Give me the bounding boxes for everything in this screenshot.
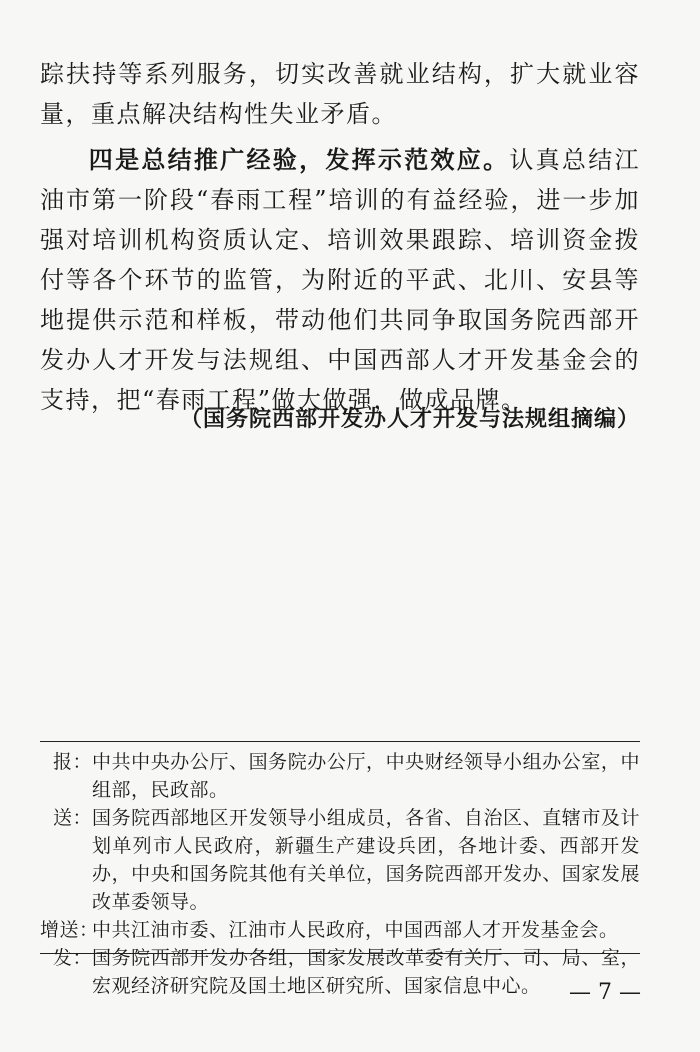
- body-paragraph-2: [40, 140, 640, 420]
- distribution-text: 国务院西部开发办各组，国家发展改革委有关厅、司、局、室，宏观经济研究院及国土地区研究所、国家信息中心。: [92, 947, 640, 997]
- distribution-text: 国务院西部地区开发领导小组成员，各省、自治区、直辖市及计划单列市人民政府，新疆生产建设兵团，各地计委、西部开发办，中央和国务院其他有关单位，国务院西部开发办、国家发展改革委领导。: [92, 807, 640, 913]
- distribution-text: 中共中央办公厅、国务院办公厅，中央财经领导小组办公室，中组部，民政部。: [92, 751, 640, 801]
- distribution-label: 送：: [52, 807, 92, 829]
- distribution-label: 发：: [52, 947, 92, 969]
- distribution-row-send: [40, 804, 640, 916]
- section-heading: 四是总结推广经验，发挥示范效应。: [88, 145, 510, 174]
- source-attribution: （国务院西部开发办人才开发与法规组摘编）: [180, 406, 641, 432]
- distribution-bottom-rule: [40, 953, 640, 954]
- paragraph-text: 认真总结江油市第一阶段“春雨工程”培训的有益经验，进一步加强对培训机构资质认定、培训效果跟踪、培训资金拨付等各个环节的监管，为附近的平武、北川、安县等地提供示范和样板，带动他们共同争取国务院西部开发办人才开发与法规组、中国西部人才开发基金会的支持，把“春雨工程”做大做强，做成品牌。: [40, 146, 641, 414]
- distribution-row-extra-send: [40, 916, 640, 944]
- distribution-row-report: [40, 748, 640, 804]
- distribution-list: [40, 748, 640, 1000]
- distribution-label: 增送：: [40, 919, 99, 941]
- distribution-top-rule: [40, 741, 640, 742]
- body-paragraph-1: 踪扶持等系列服务，切实改善就业结构，扩大就业容量，重点解决结构性失业矛盾。: [40, 60, 640, 128]
- distribution-text: 中共江油市委、江油市人民政府，中国西部人才开发基金会。: [92, 919, 619, 941]
- page-number: — 7 —: [569, 980, 641, 1005]
- distribution-label: 报：: [52, 751, 92, 773]
